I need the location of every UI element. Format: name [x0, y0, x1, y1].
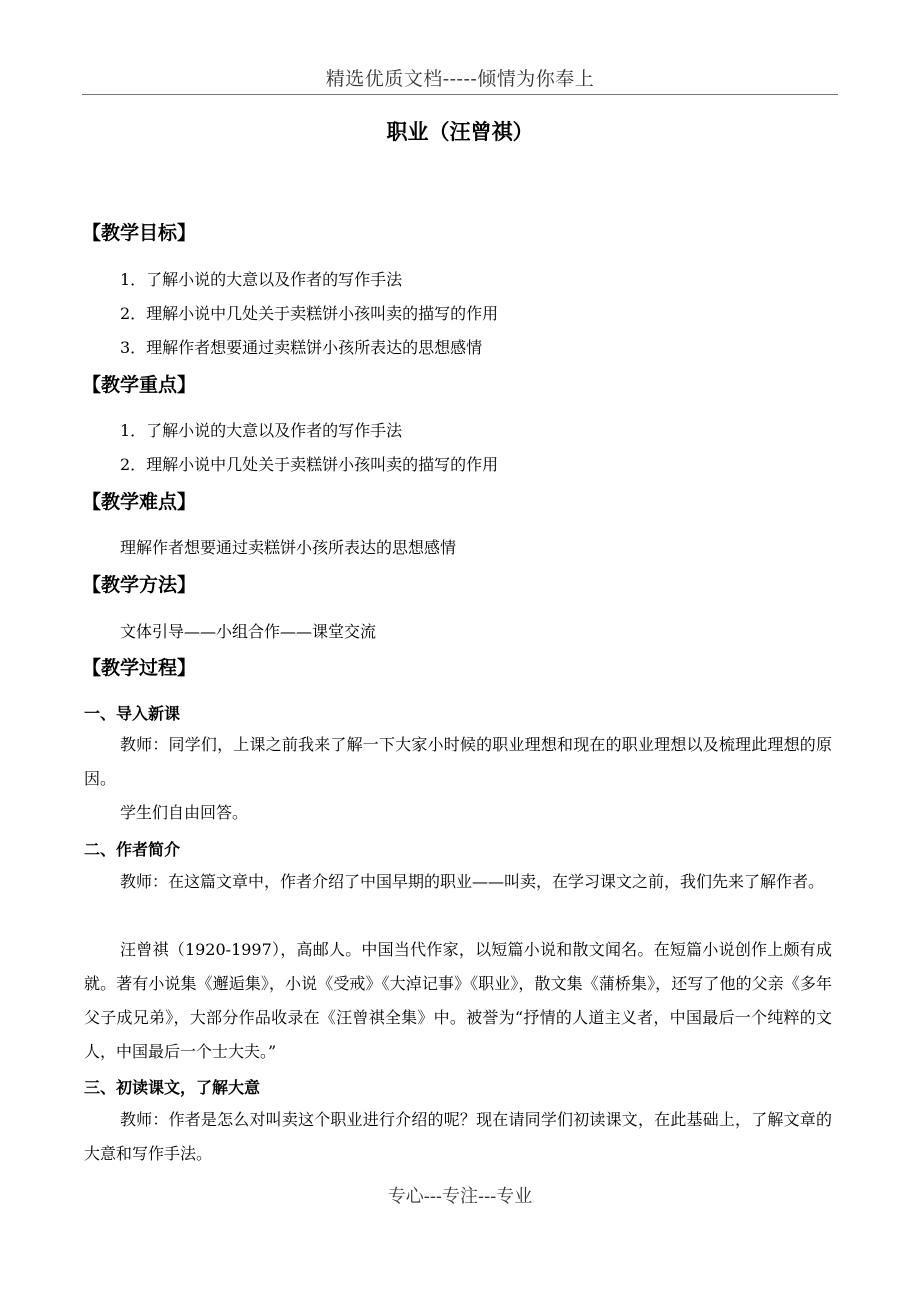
section-heading-objectives: 【教学目标】 — [82, 222, 197, 244]
subsection-title: 一、导入新课 — [84, 704, 181, 723]
section-heading-difficulties: 【教学难点】 — [82, 491, 197, 513]
key-point-item: 1．了解小说的大意以及作者的写作手法 — [120, 421, 403, 440]
paragraph: 教师：在这篇文章中，作者介绍了中国早期的职业——叫卖，在学习课文之前，我们先来了解作者。 — [120, 872, 825, 891]
paragraph: 教师：同学们，上课之前我来了解一下大家小时候的职业理想和现在的职业理想以及梳理此理想的原因。 — [84, 735, 832, 788]
paragraph: 教师：作者是怎么对叫卖这个职业进行介绍的呢？现在请同学们初读课文，在此基础上，了解文章的大意和写作手法。 — [84, 1110, 832, 1163]
objective-item: 1．了解小说的大意以及作者的写作手法 — [120, 270, 403, 289]
page-footer: 专心---专注---专业 — [387, 1186, 533, 1207]
section-heading-key-points: 【教学重点】 — [82, 374, 197, 396]
section-heading-process: 【教学过程】 — [82, 657, 197, 679]
subsection-title: 三、初读课文，了解大意 — [84, 1078, 261, 1097]
difficulties-text: 理解作者想要通过卖糕饼小孩所表达的思想感情 — [120, 538, 457, 557]
paragraph: 学生们自由回答。 — [120, 803, 249, 822]
header-divider — [82, 94, 838, 95]
paragraph: 汪曾祺（1920-1997），高邮人。中国当代作家，以短篇小说和散文闻名。在短篇小说创作上颇有成就。著有小说集《邂逅集》，小说《受戒》《大淖记事》《职业》，散文集《蒲桥集》，还写了他的父亲《多年父子成兄弟》，大部分作品收录在《汪曾祺全集》中。被誉为“抒情的人道主义者，中国最后一个纯粹的文人，中国最后一个士大夫。” — [84, 940, 832, 1061]
objective-item: 3．理解作者想要通过卖糕饼小孩所表达的思想感情 — [120, 338, 483, 357]
subsection-title: 二、作者简介 — [84, 840, 181, 859]
document-title: 职业（汪曾祺） — [386, 120, 534, 144]
methods-text: 文体引导——小组合作——课堂交流 — [120, 622, 377, 641]
key-point-item: 2．理解小说中几处关于卖糕饼小孩叫卖的描写的作用 — [120, 455, 499, 474]
section-heading-methods: 【教学方法】 — [82, 574, 197, 596]
objective-item: 2．理解小说中几处关于卖糕饼小孩叫卖的描写的作用 — [120, 304, 499, 323]
page-header: 精选优质文档-----倾情为你奉上 — [325, 68, 595, 90]
